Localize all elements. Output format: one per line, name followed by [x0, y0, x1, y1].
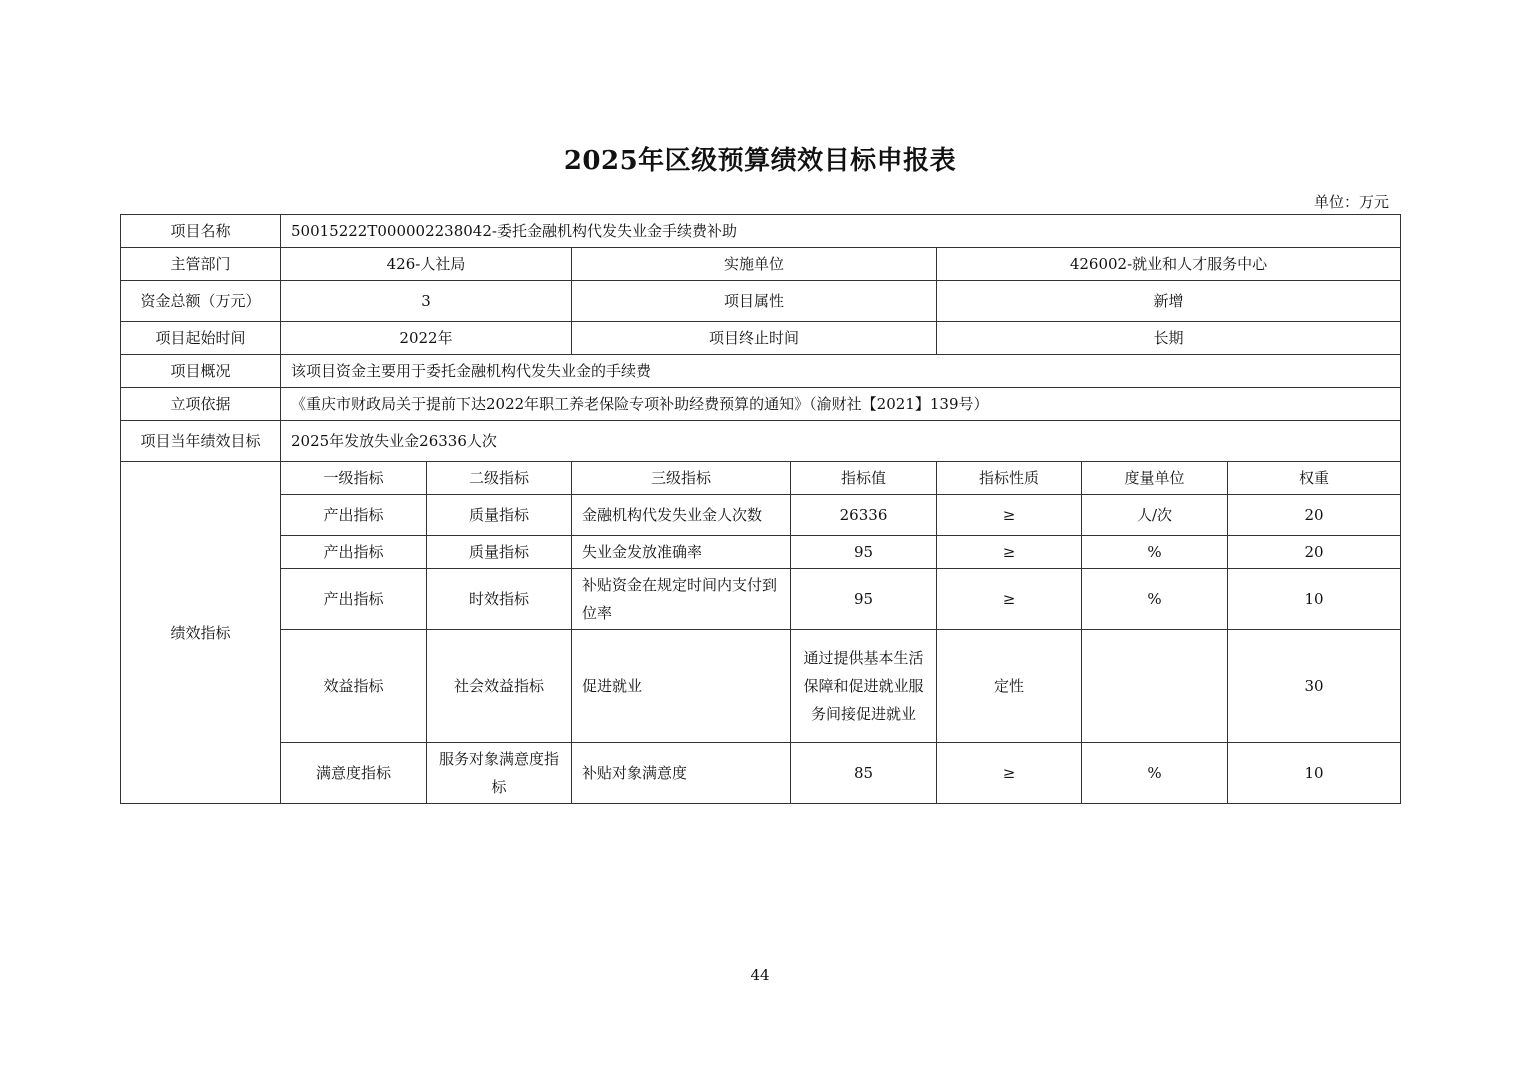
indicator-level1: 产出指标: [281, 495, 427, 536]
header-value: 指标值: [791, 462, 937, 495]
value-project-name: 50015222T000002238042-委托金融机构代发失业金手续费补助: [281, 215, 1401, 248]
indicator-level3: 金融机构代发失业金人次数: [572, 495, 791, 536]
unit-note: 单位：万元: [1313, 193, 1389, 211]
indicator-level1: 满意度指标: [281, 743, 427, 804]
value-start-time: 2022年: [281, 322, 572, 355]
document-title: 2025年区级预算绩效目标申报表: [563, 146, 957, 176]
value-implementing-unit: 426002-就业和人才服务中心: [937, 248, 1401, 281]
indicator-nature: ≥: [937, 743, 1082, 804]
indicator-header-row: [121, 462, 1401, 495]
indicator-level2: 质量指标: [427, 495, 572, 536]
label-implementing-unit: 实施单位: [572, 248, 937, 281]
indicator-weight: 10: [1228, 569, 1401, 630]
indicator-weight: 20: [1228, 536, 1401, 569]
label-start-time: 项目起始时间: [121, 322, 281, 355]
indicator-value: 95: [791, 536, 937, 569]
indicator-level1: 产出指标: [281, 569, 427, 630]
indicator-value: 95: [791, 569, 937, 630]
indicator-value: 通过提供基本生活保障和促进就业服务间接促进就业: [791, 630, 937, 743]
indicator-weight: 10: [1228, 743, 1401, 804]
indicator-unit: %: [1082, 569, 1228, 630]
label-department: 主管部门: [121, 248, 281, 281]
page-number: 44: [750, 966, 770, 984]
performance-form-table: [120, 214, 1401, 804]
label-project-attribute: 项目属性: [572, 281, 937, 322]
indicator-nature: 定性: [937, 630, 1082, 743]
header-nature: 指标性质: [937, 462, 1082, 495]
header-weight: 权重: [1228, 462, 1401, 495]
label-overview: 项目概况: [121, 355, 281, 388]
row-overview: [121, 355, 1401, 388]
value-department: 426-人社局: [281, 248, 572, 281]
header-unit: 度量单位: [1082, 462, 1228, 495]
indicator-nature: ≥: [937, 569, 1082, 630]
row-basis: [121, 388, 1401, 421]
row-project-name: [121, 215, 1401, 248]
value-basis: 《重庆市财政局关于提前下达2022年职工养老保险专项补助经费预算的通知》（渝财社【2021】139号）: [281, 388, 1401, 421]
indicator-level3: 促进就业: [572, 630, 791, 743]
indicator-level2: 时效指标: [427, 569, 572, 630]
indicator-weight: 20: [1228, 495, 1401, 536]
value-project-attribute: 新增: [937, 281, 1401, 322]
indicator-row: [121, 495, 1401, 536]
label-indicators: 绩效指标: [121, 462, 281, 804]
row-annual-goal: [121, 421, 1401, 462]
indicator-value: 26336: [791, 495, 937, 536]
indicator-level3: 补贴对象满意度: [572, 743, 791, 804]
indicator-weight: 30: [1228, 630, 1401, 743]
indicator-level1: 效益指标: [281, 630, 427, 743]
value-overview: 该项目资金主要用于委托金融机构代发失业金的手续费: [281, 355, 1401, 388]
indicator-unit: 人/次: [1082, 495, 1228, 536]
indicator-level2: 社会效益指标: [427, 630, 572, 743]
indicator-level2: 服务对象满意度指标: [427, 743, 572, 804]
value-total-fund: 3: [281, 281, 572, 322]
indicator-level3: 补贴资金在规定时间内支付到位率: [572, 569, 791, 630]
label-total-fund: 资金总额（万元）: [121, 281, 281, 322]
header-level1: 一级指标: [281, 462, 427, 495]
row-department: [121, 248, 1401, 281]
indicator-row: [121, 743, 1401, 804]
indicator-level3: 失业金发放准确率: [572, 536, 791, 569]
header-level3: 三级指标: [572, 462, 791, 495]
label-project-name: 项目名称: [121, 215, 281, 248]
indicator-row: [121, 630, 1401, 743]
row-fund: [121, 281, 1401, 322]
indicator-level2: 质量指标: [427, 536, 572, 569]
indicator-nature: ≥: [937, 495, 1082, 536]
value-end-time: 长期: [937, 322, 1401, 355]
indicator-value: 85: [791, 743, 937, 804]
indicator-unit: %: [1082, 743, 1228, 804]
header-level2: 二级指标: [427, 462, 572, 495]
value-annual-goal: 2025年发放失业金26336人次: [281, 421, 1401, 462]
indicator-level1: 产出指标: [281, 536, 427, 569]
label-basis: 立项依据: [121, 388, 281, 421]
indicator-unit: %: [1082, 536, 1228, 569]
indicator-nature: ≥: [937, 536, 1082, 569]
label-end-time: 项目终止时间: [572, 322, 937, 355]
indicator-row: [121, 569, 1401, 630]
indicator-unit: [1082, 630, 1228, 743]
indicator-row: [121, 536, 1401, 569]
label-annual-goal: 项目当年绩效目标: [121, 421, 281, 462]
row-period: [121, 322, 1401, 355]
